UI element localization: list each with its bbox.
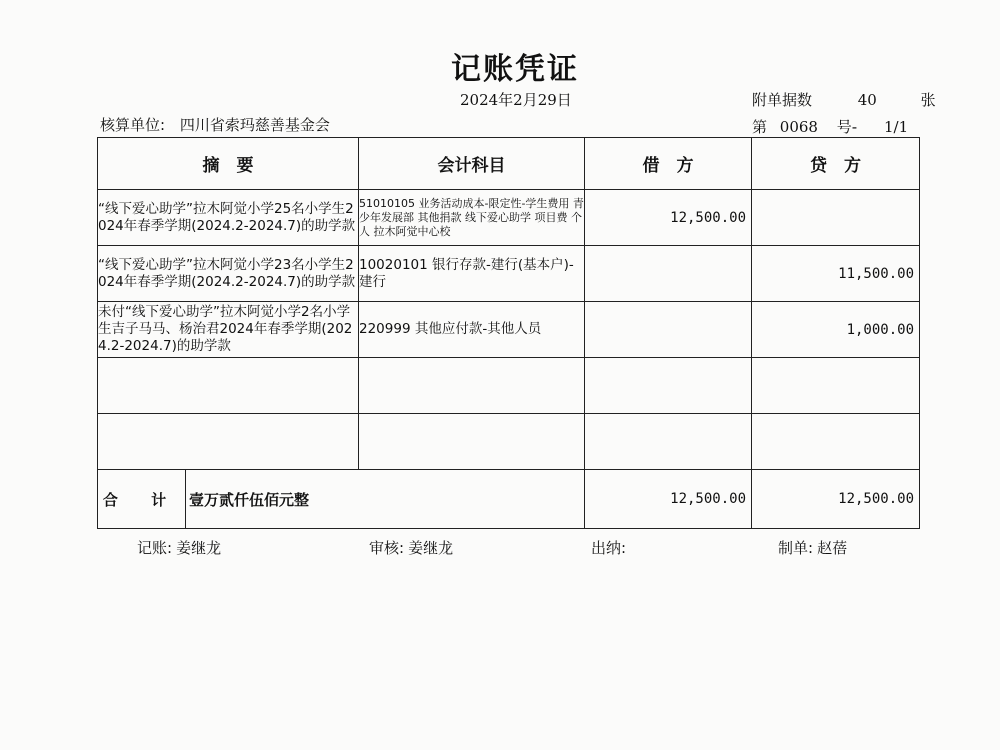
header-credit: 贷 方	[752, 138, 920, 190]
row-account	[359, 358, 585, 414]
table-row	[98, 302, 920, 358]
row-account: 51010105 业务活动成本-限定性-学生费用 青少年发展部 其他捐款 线下爱心助学 项目费 个人 拉木阿觉中心校	[359, 190, 585, 246]
header-account: 会计科目	[359, 138, 585, 190]
attachments-info	[752, 89, 936, 110]
table-row-empty	[98, 414, 920, 470]
row-account	[359, 414, 585, 470]
cashier-signature	[591, 537, 630, 558]
table-row	[98, 246, 920, 302]
preparer-label: 制单:	[778, 539, 814, 557]
voucher-title: 记账凭证	[451, 52, 579, 87]
voucher-date: 2024年2月29日	[460, 91, 572, 109]
page-indicator: 1/1	[883, 118, 909, 136]
row-account: 220999 其他应付款-其他人员	[359, 302, 585, 358]
accounting-unit	[100, 114, 330, 135]
row-credit	[752, 190, 920, 246]
total-label: 合 计	[98, 470, 186, 529]
header-summary: 摘 要	[98, 138, 359, 190]
number-prefix: 第	[752, 118, 768, 136]
attachments-count: 40	[857, 91, 877, 109]
cashier-label: 出纳:	[591, 539, 627, 557]
row-summary	[98, 358, 359, 414]
table-header-row	[98, 138, 920, 190]
row-summary	[98, 414, 359, 470]
row-credit	[752, 358, 920, 414]
row-summary: 未付“线下爱心助学”拉木阿觉小学2名小学生吉子马马、杨治君2024年春季学期(2024.2-2024.7)的助学款	[98, 302, 359, 358]
header-debit: 借 方	[585, 138, 752, 190]
row-credit: 11,500.00	[752, 246, 920, 302]
table-row-empty	[98, 358, 920, 414]
bookkeeper-name: 姜继龙	[176, 539, 222, 557]
row-debit	[585, 358, 752, 414]
table-row	[98, 190, 920, 246]
total-row	[98, 470, 920, 529]
row-summary: “线下爱心助学”拉木阿觉小学23名小学生2024年春季学期(2024.2-2024.7)的助学款	[98, 246, 359, 302]
voucher-number	[752, 116, 908, 137]
unit-name: 四川省索玛慈善基金会	[179, 116, 330, 134]
row-credit: 1,000.00	[752, 302, 920, 358]
unit-label: 核算单位:	[100, 116, 166, 134]
number-value: 0068	[779, 118, 818, 136]
reviewer-label: 审核:	[369, 539, 405, 557]
total-debit: 12,500.00	[585, 470, 752, 529]
row-debit	[585, 302, 752, 358]
ledger-table	[97, 137, 920, 529]
row-account: 10020101 银行存款-建行(基本户)-建行	[359, 246, 585, 302]
total-credit: 12,500.00	[752, 470, 920, 529]
preparer-name: 赵蓓	[817, 539, 848, 557]
reviewer-name: 姜继龙	[408, 539, 454, 557]
row-debit	[585, 414, 752, 470]
attachments-unit: 张	[920, 91, 936, 109]
preparer-signature	[778, 537, 847, 558]
attachments-label: 附单据数	[752, 91, 813, 109]
total-amount-in-words: 壹万贰仟伍佰元整	[186, 470, 585, 529]
row-credit	[752, 414, 920, 470]
reviewer-signature	[369, 537, 453, 558]
bookkeeper-label: 记账:	[137, 539, 173, 557]
row-debit	[585, 246, 752, 302]
row-summary: “线下爱心助学”拉木阿觉小学25名小学生2024年春季学期(2024.2-2024.7)的助学款	[98, 190, 359, 246]
number-suffix: 号-	[836, 118, 858, 136]
bookkeeper-signature	[137, 537, 221, 558]
row-debit: 12,500.00	[585, 190, 752, 246]
